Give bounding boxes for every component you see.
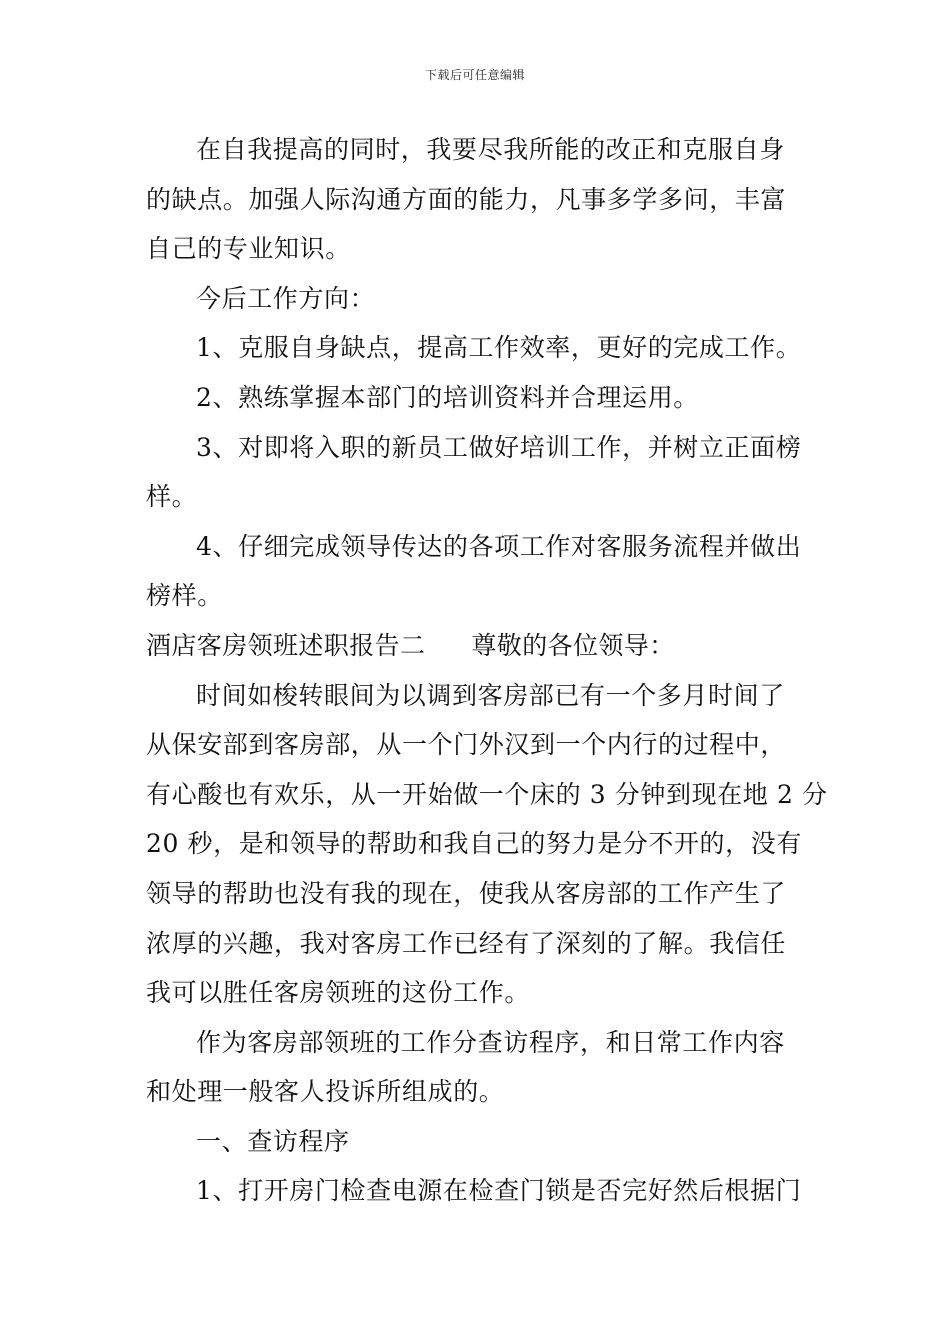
header-note: 下载后可任意编辑 xyxy=(424,68,525,82)
list-item: 4、仔细完成领导传达的各项工作对客服务流程并做出 xyxy=(196,531,802,561)
paragraph-line: 作为客房部领班的工作分查访程序，和日常工作内容 xyxy=(196,1027,785,1057)
section-heading xyxy=(146,621,806,671)
report-title: 酒店客房领班述职报告二 xyxy=(146,630,426,660)
paragraph-line: 有心酸也有欢乐，从一开始做一个床的 3 分钟到现在地 2 分 xyxy=(146,779,828,809)
paragraph-line: 20 秒，是和领导的帮助和我自己的努力是分不开的，没有 xyxy=(146,829,802,859)
list-item-continuation: 榜样。 xyxy=(146,581,223,611)
paragraph-line: 领导的帮助也没有我的现在，使我从客房部的工作产生了 xyxy=(146,878,787,908)
document-body xyxy=(146,125,828,1216)
paragraph-line: 在自我提高的同时，我要尽我所能的改正和克服自身 xyxy=(196,135,785,164)
list-item: 1、克服自身缺点，提高工作效率，更好的完成工作。 xyxy=(196,333,802,363)
section-label: 今后工作方向： xyxy=(196,283,376,313)
list-item-continuation: 样。 xyxy=(146,482,198,512)
list-item: 3、对即将入职的新员工做好培训工作，并树立正面榜 xyxy=(196,432,802,462)
section-label: 一、查访程序 xyxy=(196,1126,350,1156)
paragraph-line: 和处理一般客人投诉所组成的。 xyxy=(146,1077,505,1107)
paragraph-line: 从保安部到客房部，从一个门外汉到一个内行的过程中， xyxy=(146,730,787,760)
paragraph-line: 自己的专业知识。 xyxy=(146,234,351,264)
salutation: 尊敬的各位领导： xyxy=(471,630,675,660)
list-item: 2、熟练掌握本部门的培训资料并合理运用。 xyxy=(196,382,699,412)
paragraph-line: 时间如梭转眼间为以调到客房部已有一个多月时间了 xyxy=(196,680,785,710)
list-item: 1、打开房门检查电源在检查门锁是否完好然后根据门 xyxy=(196,1176,802,1206)
paragraph-line: 我可以胜任客房领班的这份工作。 xyxy=(146,978,531,1008)
paragraph-line: 浓厚的兴趣，我对客房工作已经有了深刻的了解。我信任 xyxy=(146,928,787,958)
paragraph-line: 的缺点。加强人际沟通方面的能力，凡事多学多问，丰富 xyxy=(146,184,787,214)
